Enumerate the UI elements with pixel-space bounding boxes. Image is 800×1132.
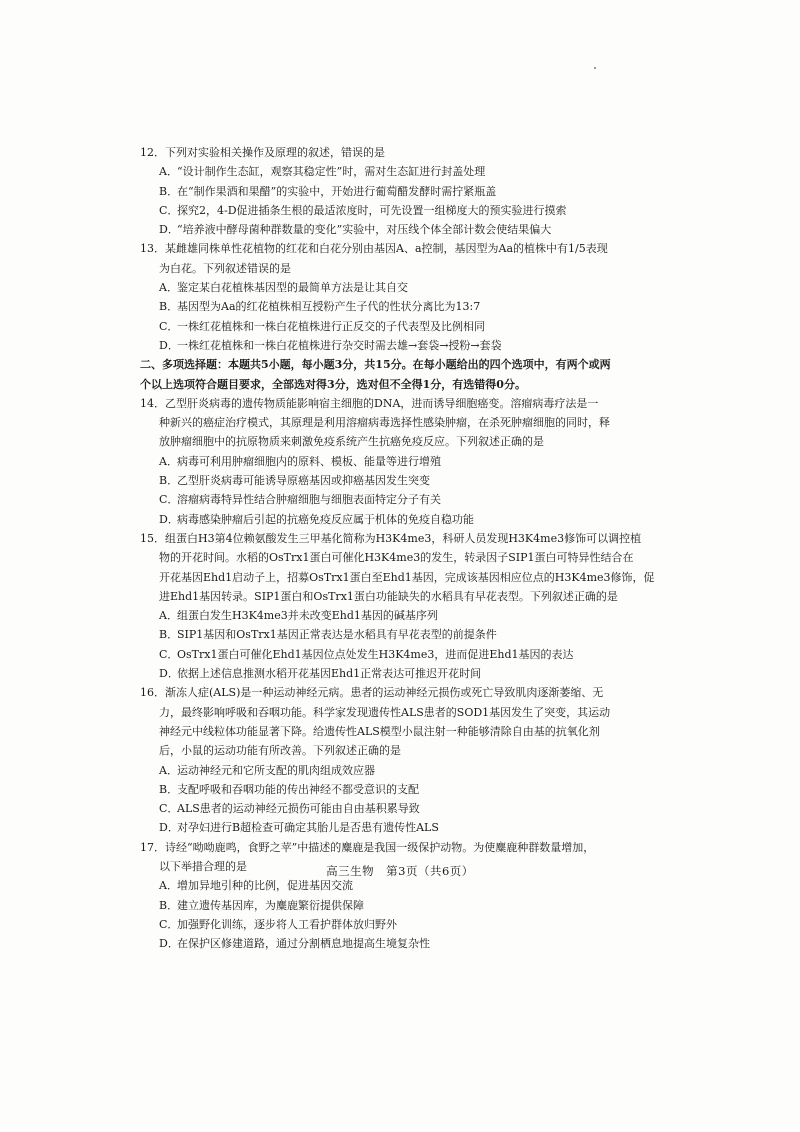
question-14-option-d: [140, 510, 660, 529]
question-12-option-d: [140, 220, 660, 239]
option-text: 依据上述信息推测水稻开花基因Ehd1正常表达可推迟开花时间: [177, 667, 482, 681]
question-17-option-a: [140, 876, 660, 895]
option-text: 一株红花植株和一株白花植株进行杂交时需去雄→套袋→授粉→套袋: [177, 338, 502, 352]
option-label: B．: [159, 474, 179, 488]
question-17-stem-line-1: 17．诗经“呦呦鹿鸣，食野之苹”中描述的麋鹿是我国一级保护动物。为使麋鹿种群数量增加，: [140, 840, 595, 854]
question-17-option-d: [140, 934, 660, 953]
option-label: C．: [159, 647, 179, 661]
section-2-header: [140, 355, 660, 394]
question-15-option-a: [140, 606, 660, 625]
question-15-option-b: [140, 625, 660, 644]
question-13: [140, 239, 660, 355]
option-text: 在“制作果酒和果醋”的实验中，开始进行葡萄醋发酵时需拧紧瓶盖: [177, 184, 497, 198]
option-label: D．: [159, 667, 179, 681]
option-label: A．: [159, 454, 178, 468]
option-text: 建立遗传基因库，为麋鹿繁衍提供保障: [177, 898, 364, 912]
option-text: ALS患者的运动神经元损伤可能由自由基积累导致: [177, 802, 420, 816]
option-label: B．: [159, 782, 179, 796]
question-13-stem-line-2: 为白花。下列叙述错误的是: [159, 261, 291, 275]
question-15: [140, 529, 660, 683]
option-label: D．: [159, 821, 179, 835]
option-text: 探究2，4-D促进插条生根的最适浓度时，可先设置一组梯度大的预实验进行摸索: [177, 203, 567, 217]
option-text: 鉴定某白花植株基因型的最简单方法是让其自交: [177, 281, 408, 295]
question-16-option-c: [140, 799, 660, 818]
question-16: [140, 683, 660, 837]
option-text: SIP1基因和OsTrx1基因正常表达是水稻具有早花表型的前提条件: [177, 628, 497, 642]
question-15-stem-line-4: 进Ehd1基因转录。SIP1蛋白和OsTrx1蛋白功能缺失的水稻具有早花表型。下列叙述正确的是: [159, 589, 618, 603]
question-14-stem-line-1: 14．乙型肝炎病毒的遗传物质能影响宿主细胞的DNA，进而诱导细胞癌变。溶瘤病毒疗法是一: [140, 396, 599, 410]
option-label: A．: [159, 281, 178, 295]
option-text: 增加异地引种的比例，促进基因交流: [177, 879, 353, 893]
option-text: 一株红花植株和一株白花植株进行正反交的子代表型及比例相同: [177, 319, 485, 333]
option-label: B．: [159, 898, 179, 912]
option-text: 基因型为Aa的红花植株相互授粉产生子代的性状分离比为13:7: [177, 300, 481, 314]
option-label: B．: [159, 300, 179, 314]
option-text: 乙型肝炎病毒可能诱导原癌基因或抑癌基因发生突变: [177, 474, 430, 488]
question-13-option-d: [140, 336, 660, 355]
question-17-option-c: [140, 915, 660, 934]
question-17: [140, 838, 660, 954]
scan-speck: [594, 67, 596, 69]
question-13-option-a: [140, 278, 660, 297]
question-16-stem-line-3: 神经元中线粒体功能显著下降。给遗传性ALS模型小鼠注射一种能够清除自由基的抗氧化剂: [159, 724, 600, 738]
question-16-option-d: [140, 818, 660, 837]
question-12: [140, 143, 660, 239]
section-2-header-line-1: 二、多项选择题：本题共5小题，每小题3分，共15分。在每小题给出的四个选项中，有两个或两: [140, 358, 611, 372]
option-label: C．: [159, 493, 179, 507]
question-13-option-c: [140, 317, 660, 336]
page-content: [140, 143, 660, 953]
option-text: 加强野化训练，逐步将人工看护群体放归野外: [177, 917, 397, 931]
option-text: 支配呼吸和吞咽功能的传出神经不都受意识的支配: [177, 782, 419, 796]
question-16-stem-line-2: 力，最终影响呼吸和吞咽功能。科学家发现遗传性ALS患者的SOD1基因发生了突变，其运动: [159, 705, 611, 719]
option-label: C．: [159, 203, 179, 217]
option-label: D．: [159, 223, 179, 237]
question-12-stem: 12．下列对实验相关操作及原理的叙述，错误的是: [140, 146, 385, 159]
question-12-option-c: [140, 201, 660, 220]
question-15-option-d: [140, 664, 660, 683]
question-12-option-a: [140, 162, 660, 181]
option-label: A．: [159, 879, 178, 893]
question-14-option-b: [140, 471, 660, 490]
option-label: A．: [159, 165, 178, 179]
section-2-header-line-2: 个以上选项符合题目要求，全部选对得3分，选对但不全得1分，有选错得0分。: [140, 377, 526, 391]
option-label: D．: [159, 512, 179, 526]
page-footer: 高三生物 第3页（共6页）: [326, 864, 474, 878]
question-15-stem-line-3: 开花基因Ehd1启动子上，招募OsTrx1蛋白至Ehd1基因，完成该基因相应位点的H3K4me3修饰，促: [159, 570, 655, 584]
question-15-stem-line-2: 物的开花时间。水稻的OsTrx1蛋白可催化H3K4me3的发生，转录因子SIP1蛋白可特异性结合在: [159, 551, 634, 565]
question-14-option-c: [140, 490, 660, 509]
option-label: B．: [159, 184, 179, 198]
option-text: 对孕妇进行B超检查可确定其胎儿是否患有遗传性ALS: [177, 821, 439, 835]
option-text: 病毒可利用肿瘤细胞内的原料、模板、能量等进行增殖: [177, 454, 441, 468]
option-text: 在保护区修建道路，通过分割栖息地提高生境复杂性: [177, 937, 430, 951]
option-label: C．: [159, 802, 179, 816]
option-text: 组蛋白发生H3K4me3并未改变Ehd1基因的碱基序列: [177, 609, 438, 623]
question-16-option-b: [140, 780, 660, 799]
question-13-stem-line-1: 13．某雌雄同株单性花植物的红花和白花分别由基因A、a控制，基因型为Aa的植株中有1/5表现: [140, 242, 608, 256]
question-16-option-a: [140, 761, 660, 780]
question-15-option-c: [140, 645, 660, 664]
question-16-stem-line-1: 16．渐冻人症(ALS)是一种运动神经元病。患者的运动神经元损伤或死亡导致肌肉逐渐萎缩、无: [140, 686, 604, 700]
option-label: A．: [159, 763, 178, 777]
option-label: D．: [159, 338, 179, 352]
question-14: [140, 394, 660, 529]
option-text: 溶瘤病毒特异性结合肿瘤细胞与细胞表面特定分子有关: [177, 493, 441, 507]
question-12-option-b: [140, 182, 660, 201]
option-label: C．: [159, 917, 179, 931]
option-text: “设计制作生态缸，观察其稳定性”时，需对生态缸进行封盖处理: [177, 165, 486, 179]
option-text: OsTrx1蛋白可催化Ehd1基因位点处发生H3K4me3，进而促进Ehd1基因的表达: [177, 647, 574, 661]
option-text: 运动神经元和它所支配的肌肉组成效应器: [177, 763, 375, 777]
option-text: 病毒感染肿瘤后引起的抗癌免疫反应属于机体的免疫自稳功能: [177, 512, 474, 526]
question-14-stem-line-3: 放肿瘤细胞中的抗原物质来刺激免疫系统产生抗癌免疫反应。下列叙述正确的是: [159, 435, 544, 449]
option-label: C．: [159, 319, 179, 333]
option-label: A．: [159, 609, 178, 623]
question-14-option-a: [140, 452, 660, 471]
question-14-stem-line-2: 种新兴的癌症治疗模式，其原理是利用溶瘤病毒选择性感染肿瘤，在杀死肿瘤细胞的同时，释: [159, 416, 610, 430]
question-16-stem-line-4: 后，小鼠的运动功能有所改善。下列叙述正确的是: [159, 744, 401, 758]
question-15-stem-line-1: 15．组蛋白H3第4位赖氨酸发生三甲基化简称为H3K4me3，科研人员发现H3K4me3修饰可以调控植: [140, 531, 642, 545]
question-17-option-b: [140, 896, 660, 915]
option-label: D．: [159, 937, 179, 951]
question-17-stem-line-2: 以下举措合理的是: [159, 859, 247, 873]
option-label: B．: [159, 628, 179, 642]
question-13-option-b: [140, 297, 660, 316]
option-text: “培养液中酵母菌种群数量的变化”实验中，对压线个体全部计数会使结果偏大: [177, 223, 552, 237]
